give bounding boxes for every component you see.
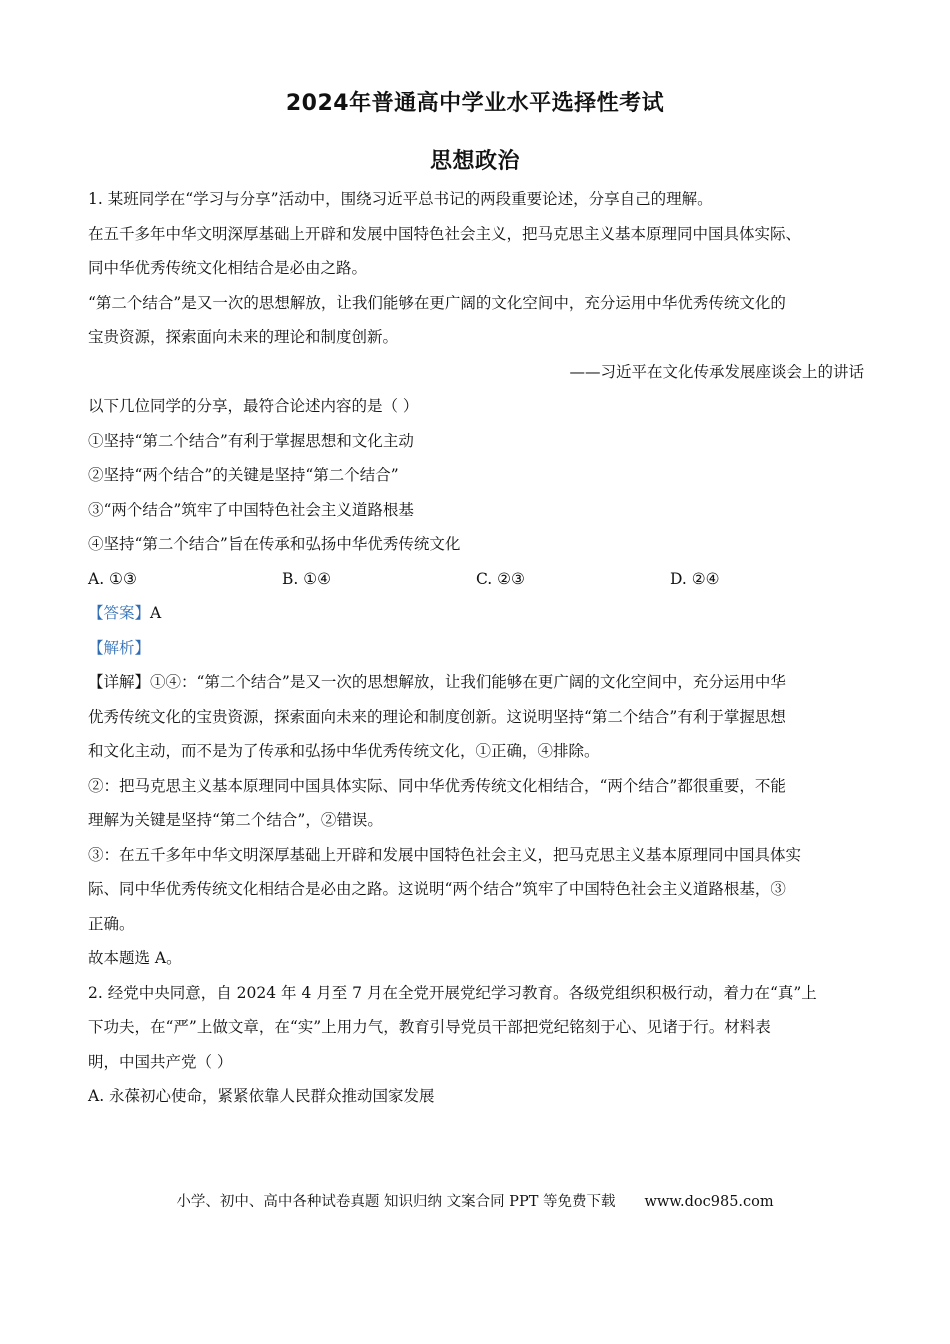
- page-footer: [0, 1190, 950, 1211]
- answer-tag: 【答案】: [88, 604, 151, 622]
- q1-quote-b-line1: “第二个结合”是又一次的思想解放，让我们能够在更广阔的文化空间中，充分运用中华优秀传统文化的: [88, 293, 786, 312]
- q1-choice-d: D. ②④: [670, 569, 720, 588]
- detail-line: 理解为关键是坚持“第二个结合”，②错误。: [88, 811, 383, 829]
- q1-choice-c: C. ②③: [476, 569, 525, 588]
- q2-stem-line1: 2. 经党中央同意，自 2024 年 4 月至 7 月在全党开展党纪学习教育。各级党组织积极行动，着力在“真”上: [88, 983, 817, 1002]
- q1-choice-b: B. ①④: [282, 569, 332, 588]
- answer-value: A: [150, 604, 162, 622]
- exam-title: 2024年普通高中学业水平选择性考试: [285, 91, 665, 116]
- q1-choice-a: A. ①③: [88, 569, 137, 588]
- q1-quote-a-line1: 在五千多年中华文明深厚基础上开辟和发展中国特色社会主义，把马克思主义基本原理同中国具体实际、: [88, 224, 802, 243]
- detail-line: 际、同中华优秀传统文化相结合是必由之路。这说明“两个结合”筑牢了中国特色社会主义道路根基，③: [88, 880, 786, 898]
- q1-quote-b-line2: 宝贵资源，探索面向未来的理论和制度创新。: [88, 328, 399, 346]
- q2-stem-line2: 下功夫，在“严”上做文章，在“实”上用力气，教育引导党员干部把党纪铭刻于心、见诸于行。材料表: [88, 1018, 771, 1036]
- detail-line: 优秀传统文化的宝贵资源，探索面向未来的理论和制度创新。这说明坚持“第二个结合”有利于掌握思想: [88, 707, 786, 726]
- q1-quote-a-line2: 同中华优秀传统文化相结合是必由之路。: [88, 259, 368, 277]
- q2-stem-line3: 明，中国共产党（ ）: [88, 1052, 233, 1071]
- q1-question: 以下几位同学的分享，最符合论述内容的是（ ）: [88, 397, 419, 415]
- q1-statement-4: ④坚持“第二个结合”旨在传承和弘扬中华优秀传统文化: [88, 535, 461, 553]
- analysis-tag: 【解析】: [88, 638, 151, 657]
- footer-site-link[interactable]: www.doc985.com: [644, 1194, 774, 1210]
- q1-statement-1: ①坚持“第二个结合”有利于掌握思想和文化主动: [88, 431, 414, 450]
- content: [88, 182, 864, 1114]
- detail-line: ②：把马克思主义基本原理同中国具体实际、同中华优秀传统文化相结合，“两个结合”都很重要，不能: [88, 776, 786, 795]
- q1-quote-source: ——习近平在文化传承发展座谈会上的讲话: [569, 362, 864, 381]
- detail-line: 【详解】①④：“第二个结合”是又一次的思想解放，让我们能够在更广阔的文化空间中，充分运用中华: [88, 673, 786, 691]
- detail-line: 正确。: [88, 914, 135, 933]
- subject-title: 思想政治: [429, 149, 520, 174]
- q1-statement-3: ③“两个结合”筑牢了中国特色社会主义道路根基: [88, 500, 414, 519]
- detail-line: ③：在五千多年中华文明深厚基础上开辟和发展中国特色社会主义，把马克思主义基本原理同中国具体实: [88, 845, 802, 864]
- detail-line: 和文化主动，而不是为了传承和弘扬中华优秀传统文化，①正确，④排除。: [88, 742, 600, 760]
- q1-statement-2: ②坚持“两个结合”的关键是坚持“第二个结合”: [88, 466, 399, 484]
- q1-choices: [88, 562, 864, 597]
- footer-text: 小学、初中、高中各种试卷真题 知识归纳 文案合同 PPT 等免费下载: [176, 1194, 616, 1210]
- q1-answer-line: [88, 596, 864, 631]
- detail-conclusion: 故本题选 A。: [88, 949, 182, 967]
- q1-stem: 1. 某班同学在“学习与分享”活动中，围绕习近平总书记的两段重要论述，分享自己的理解。: [88, 190, 713, 208]
- q2-option-a: A. 永葆初心使命，紧紧依靠人民群众推动国家发展: [88, 1087, 435, 1105]
